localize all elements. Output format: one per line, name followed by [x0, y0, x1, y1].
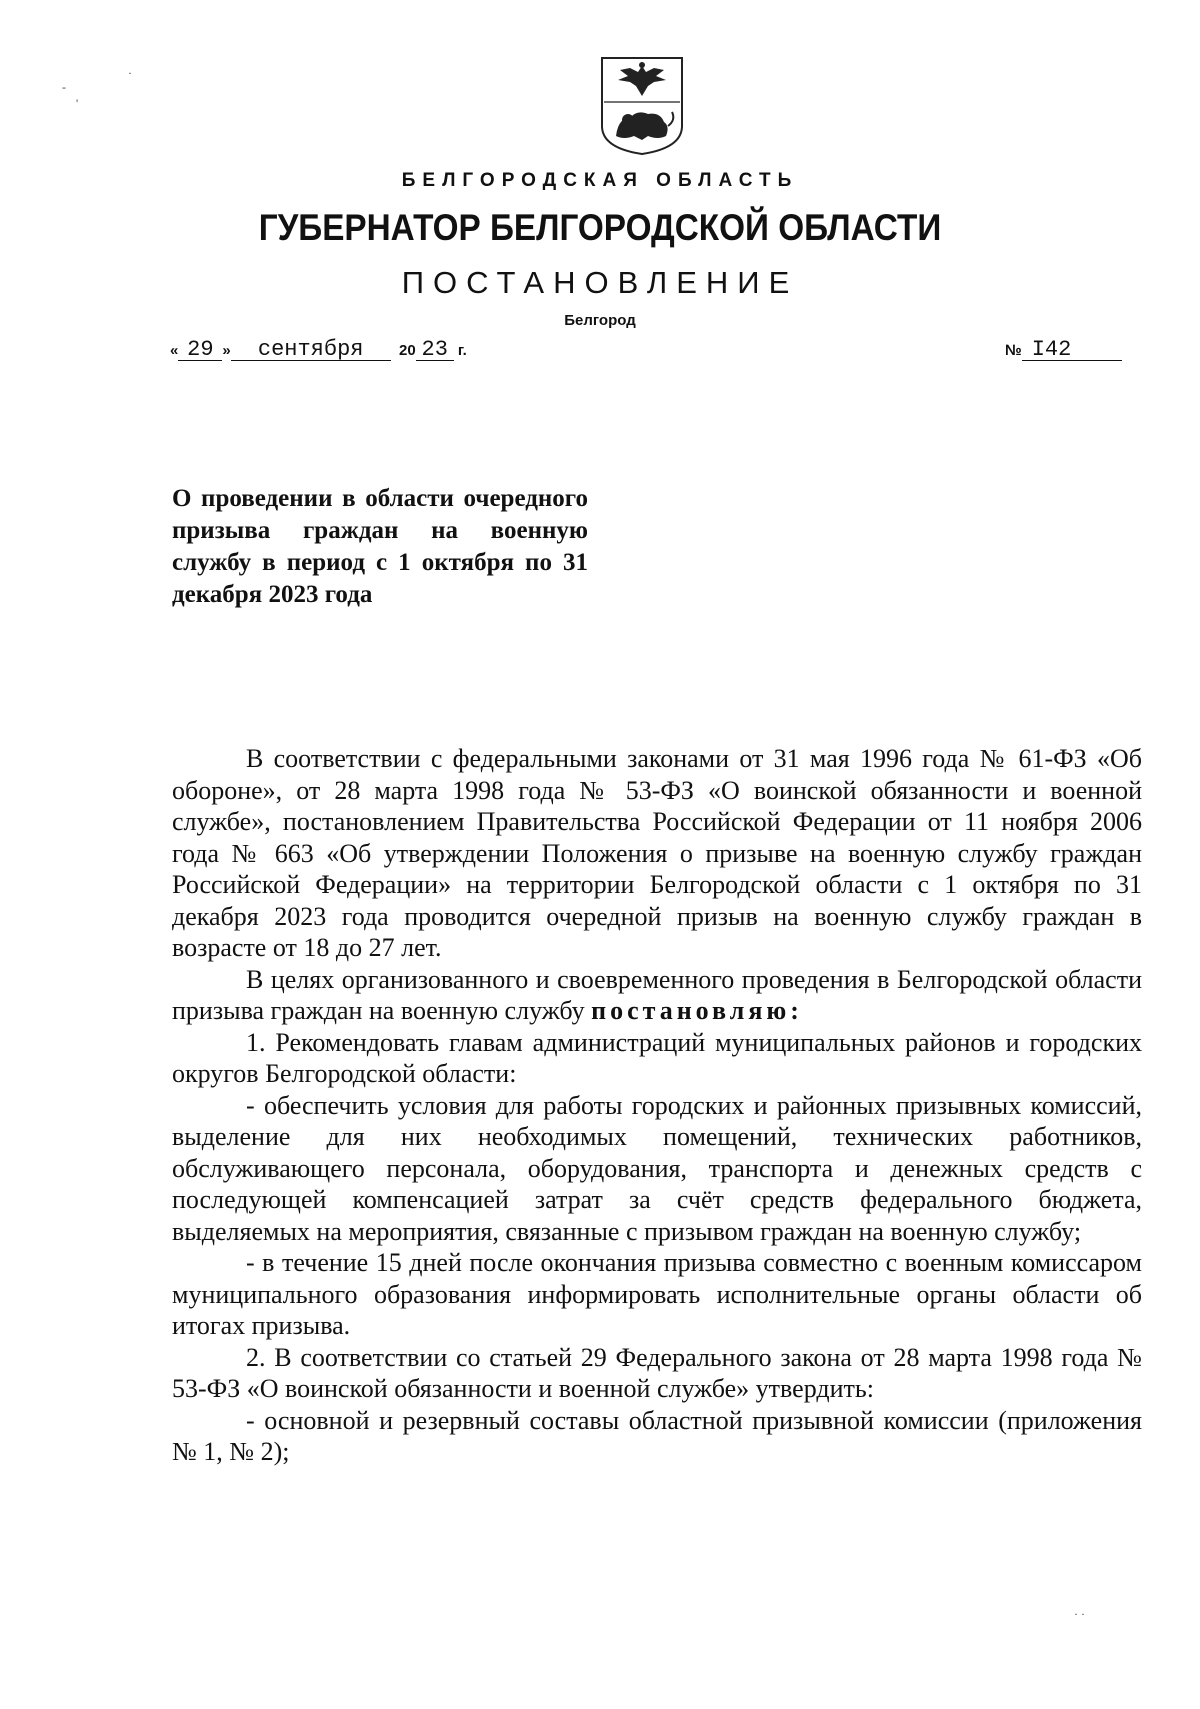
scan-mark: · — [128, 66, 132, 80]
document-number: I42 — [1022, 340, 1122, 361]
decree-heading: ПОСТАНОВЛЕНИЕ — [401, 265, 799, 300]
document-body — [172, 743, 1142, 1468]
document-title: О проведении в области очередного призыва граждан на военную службу в период с 1 октября по 31 декабря 2023 года — [172, 485, 588, 608]
governor-heading: ГУБЕРНАТОР БЕЛГОРОДСКОЙ ОБЛАСТИ — [258, 207, 942, 248]
date-year-prefix: 20 — [399, 342, 416, 359]
body-text: В целях организованного и своевременного проведения в Белгородской области призыва граждан на военную службу — [172, 964, 1142, 1025]
scan-mark: · · — [1074, 1607, 1085, 1621]
coat-of-arms-emblem — [598, 56, 686, 156]
date-year-suffix: 23 — [416, 340, 454, 361]
decree-word: постановляю: — [591, 996, 803, 1025]
date-month: сентября — [231, 340, 391, 361]
city-label: Белгород — [564, 312, 636, 329]
body-paragraph: - основной и резервный составы областной призывной комиссии (приложения № 1, № 2); — [172, 1405, 1142, 1466]
date-year-abbr: г. — [457, 342, 467, 359]
date-day: 29 — [178, 340, 222, 361]
body-paragraph: - в течение 15 дней после окончания призыва совместно с военным комиссаром муниципального образования информировать исполнительные органы области об итогах призыва. — [172, 1248, 1142, 1340]
scan-mark: - — [62, 80, 66, 94]
region-heading: БЕЛГОРОДСКАЯ ОБЛАСТЬ — [401, 170, 799, 191]
scan-mark: ' — [76, 96, 79, 110]
body-paragraph: В соответствии с федеральными законами от 31 мая 1996 года № 61-ФЗ «Об обороне», от 28 марта 1998 года № 53-ФЗ «О воинской обязанности и военной службе», постановлением Правительства Российской Федерации от 11 ноября 2006 года № 663 «Об утверждении Положения о призыве на военную службу граждан Российской Федерации» на территории Белгородской области с 1 октября по 31 декабря 2023 года проводится очередной призыв на военную службу граждан в возрасте от 18 до 27 лет. — [172, 744, 1142, 962]
date-line: « 29 » сентября 20 23 г. — [170, 337, 467, 362]
body-paragraph: - обеспечить условия для работы городских и районных призывных комиссий, выделение для них необходимых помещений, технических работников, обслуживающего персонала, оборудования, транспорта и денежных средств с последующей компенсацией затрат за счёт средств федерального бюджета, выделяемых на мероприятия, связанные с призывом граждан на военную службу; — [172, 1090, 1142, 1246]
body-paragraph: 1. Рекомендовать главам администраций муниципальных районов и городских округов Белгородской области: — [172, 1027, 1142, 1088]
number-sign: № — [1005, 342, 1022, 359]
document-number-line — [1005, 337, 1122, 362]
body-paragraph — [172, 964, 1142, 1027]
body-paragraph: 2. В соответствии со статьей 29 Федерального закона от 28 марта 1998 года № 53-ФЗ «О воинской обязанности и военной службе» утвердить: — [172, 1342, 1142, 1403]
